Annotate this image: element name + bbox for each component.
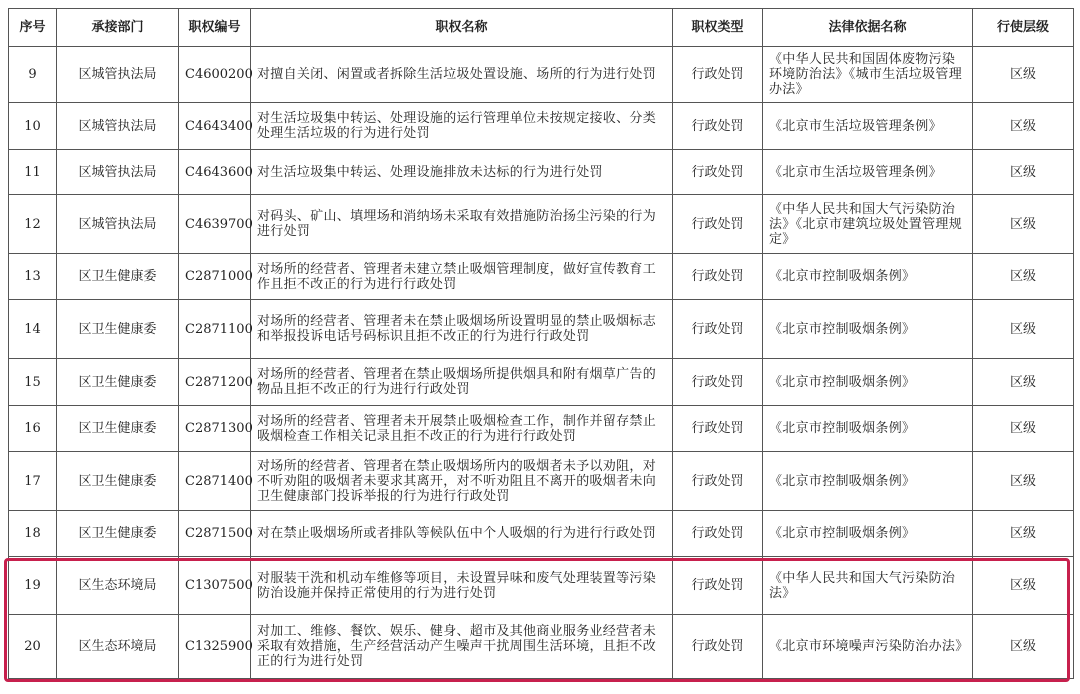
table-row — [9, 615, 1074, 679]
cell-authority-name: 对生活垃圾集中转运、处理设施的运行管理单位未按规定接收、分类处理生活垃圾的行为进行处罚 — [251, 103, 673, 150]
cell-authority-name: 对加工、维修、餐饮、娱乐、健身、超市及其他商业服务业经营者未采取有效措施，生产经营活动产生噪声干扰周围生活环境，且拒不改正的行为进行处罚 — [251, 615, 673, 679]
cell-authority-type: 行政处罚 — [673, 511, 763, 557]
cell-serial: 19 — [9, 557, 57, 615]
cell-authority-type: 行政处罚 — [673, 300, 763, 359]
cell-authority-type: 行政处罚 — [673, 47, 763, 103]
table-row — [9, 47, 1074, 103]
cell-department: 区城管执法局 — [57, 150, 179, 195]
cell-authority-name: 对场所的经营者、管理者未建立禁止吸烟管理制度，做好宣传教育工作且拒不改正的行为进行行政处罚 — [251, 254, 673, 300]
cell-level: 区级 — [973, 300, 1074, 359]
cell-department: 区卫生健康委 — [57, 511, 179, 557]
cell-legal-basis: 《北京市控制吸烟条例》 — [763, 359, 973, 406]
cell-authority-code: C2871400 — [179, 452, 251, 511]
cell-department: 区卫生健康委 — [57, 452, 179, 511]
cell-authority-name: 对码头、矿山、填埋场和消纳场未采取有效措施防治扬尘污染的行为进行处罚 — [251, 195, 673, 254]
cell-serial: 20 — [9, 615, 57, 679]
cell-legal-basis: 《北京市生活垃圾管理条例》 — [763, 150, 973, 195]
table-row — [9, 103, 1074, 150]
table-row — [9, 452, 1074, 511]
cell-level: 区级 — [973, 615, 1074, 679]
cell-authority-name: 对生活垃圾集中转运、处理设施排放未达标的行为进行处罚 — [251, 150, 673, 195]
cell-serial: 16 — [9, 406, 57, 452]
cell-authority-code: C4643400 — [179, 103, 251, 150]
header-authority-type: 职权类型 — [673, 9, 763, 47]
header-department: 承接部门 — [57, 9, 179, 47]
cell-authority-code: C1325900 — [179, 615, 251, 679]
cell-authority-code: C4639700 — [179, 195, 251, 254]
cell-serial: 17 — [9, 452, 57, 511]
cell-authority-type: 行政处罚 — [673, 195, 763, 254]
cell-authority-type: 行政处罚 — [673, 359, 763, 406]
table-body — [9, 47, 1074, 679]
cell-serial: 18 — [9, 511, 57, 557]
cell-department: 区卫生健康委 — [57, 300, 179, 359]
cell-level: 区级 — [973, 150, 1074, 195]
table-header-row — [9, 9, 1074, 47]
cell-legal-basis: 《北京市控制吸烟条例》 — [763, 254, 973, 300]
cell-legal-basis: 《中华人民共和国大气污染防治法》 — [763, 557, 973, 615]
cell-department: 区卫生健康委 — [57, 359, 179, 406]
cell-authority-type: 行政处罚 — [673, 103, 763, 150]
cell-authority-name: 对服装干洗和机动车维修等项目，未设置异味和废气处理装置等污染防治设施并保持正常使用的行为进行处罚 — [251, 557, 673, 615]
cell-level: 区级 — [973, 254, 1074, 300]
cell-authority-name: 对场所的经营者、管理者在禁止吸烟场所提供烟具和附有烟草广告的物品且拒不改正的行为进行行政处罚 — [251, 359, 673, 406]
cell-level: 区级 — [973, 47, 1074, 103]
cell-authority-code: C1307500 — [179, 557, 251, 615]
cell-legal-basis: 《北京市控制吸烟条例》 — [763, 511, 973, 557]
table-row — [9, 150, 1074, 195]
cell-level: 区级 — [973, 103, 1074, 150]
cell-legal-basis: 《北京市控制吸烟条例》 — [763, 452, 973, 511]
cell-level: 区级 — [973, 406, 1074, 452]
cell-department: 区城管执法局 — [57, 103, 179, 150]
cell-authority-name: 对场所的经营者、管理者未在禁止吸烟场所设置明显的禁止吸烟标志和举报投诉电话号码标识且拒不改正的行为进行行政处罚 — [251, 300, 673, 359]
table-row — [9, 300, 1074, 359]
cell-authority-code: C2871200 — [179, 359, 251, 406]
cell-level: 区级 — [973, 557, 1074, 615]
cell-serial: 10 — [9, 103, 57, 150]
cell-authority-type: 行政处罚 — [673, 406, 763, 452]
cell-level: 区级 — [973, 452, 1074, 511]
cell-legal-basis: 《北京市生活垃圾管理条例》 — [763, 103, 973, 150]
cell-serial: 9 — [9, 47, 57, 103]
table-row — [9, 195, 1074, 254]
cell-department: 区城管执法局 — [57, 47, 179, 103]
header-authority-code: 职权编号 — [179, 9, 251, 47]
table-row — [9, 254, 1074, 300]
table-row — [9, 406, 1074, 452]
cell-serial: 15 — [9, 359, 57, 406]
cell-department: 区生态环境局 — [57, 615, 179, 679]
authority-table — [8, 8, 1074, 679]
cell-authority-name: 对场所的经营者、管理者未开展禁止吸烟检查工作，制作并留存禁止吸烟检查工作相关记录且拒不改正的行为进行行政处罚 — [251, 406, 673, 452]
cell-legal-basis: 《中华人民共和国大气污染防治法》《北京市建筑垃圾处置管理规定》 — [763, 195, 973, 254]
cell-legal-basis: 《中华人民共和国固体废物污染环境防治法》《城市生活垃圾管理办法》 — [763, 47, 973, 103]
header-serial: 序号 — [9, 9, 57, 47]
cell-authority-code: C4600200 — [179, 47, 251, 103]
cell-level: 区级 — [973, 511, 1074, 557]
cell-serial: 13 — [9, 254, 57, 300]
cell-authority-name: 对场所的经营者、管理者在禁止吸烟场所内的吸烟者未予以劝阻，对不听劝阻的吸烟者未要求其离开，对不听劝阻且不离开的吸烟者未向卫生健康部门投诉举报的行为进行行政处罚 — [251, 452, 673, 511]
cell-legal-basis: 《北京市控制吸烟条例》 — [763, 406, 973, 452]
cell-authority-type: 行政处罚 — [673, 150, 763, 195]
header-level: 行使层级 — [973, 9, 1074, 47]
cell-authority-code: C4643600 — [179, 150, 251, 195]
cell-authority-type: 行政处罚 — [673, 452, 763, 511]
header-authority-name: 职权名称 — [251, 9, 673, 47]
cell-authority-code: C2871100 — [179, 300, 251, 359]
table-row — [9, 511, 1074, 557]
cell-authority-code: C2871500 — [179, 511, 251, 557]
cell-authority-name: 对在禁止吸烟场所或者排队等候队伍中个人吸烟的行为进行行政处罚 — [251, 511, 673, 557]
cell-authority-code: C2871300 — [179, 406, 251, 452]
cell-authority-type: 行政处罚 — [673, 557, 763, 615]
cell-level: 区级 — [973, 195, 1074, 254]
cell-serial: 11 — [9, 150, 57, 195]
cell-level: 区级 — [973, 359, 1074, 406]
cell-authority-type: 行政处罚 — [673, 615, 763, 679]
table-row — [9, 557, 1074, 615]
cell-legal-basis: 《北京市环境噪声污染防治办法》 — [763, 615, 973, 679]
header-legal-basis: 法律依据名称 — [763, 9, 973, 47]
cell-authority-name: 对擅自关闭、闲置或者拆除生活垃圾处置设施、场所的行为进行处罚 — [251, 47, 673, 103]
cell-authority-code: C2871000 — [179, 254, 251, 300]
cell-authority-type: 行政处罚 — [673, 254, 763, 300]
cell-serial: 14 — [9, 300, 57, 359]
cell-serial: 12 — [9, 195, 57, 254]
cell-department: 区卫生健康委 — [57, 406, 179, 452]
cell-legal-basis: 《北京市控制吸烟条例》 — [763, 300, 973, 359]
cell-department: 区城管执法局 — [57, 195, 179, 254]
cell-department: 区卫生健康委 — [57, 254, 179, 300]
table-row — [9, 359, 1074, 406]
cell-department: 区生态环境局 — [57, 557, 179, 615]
